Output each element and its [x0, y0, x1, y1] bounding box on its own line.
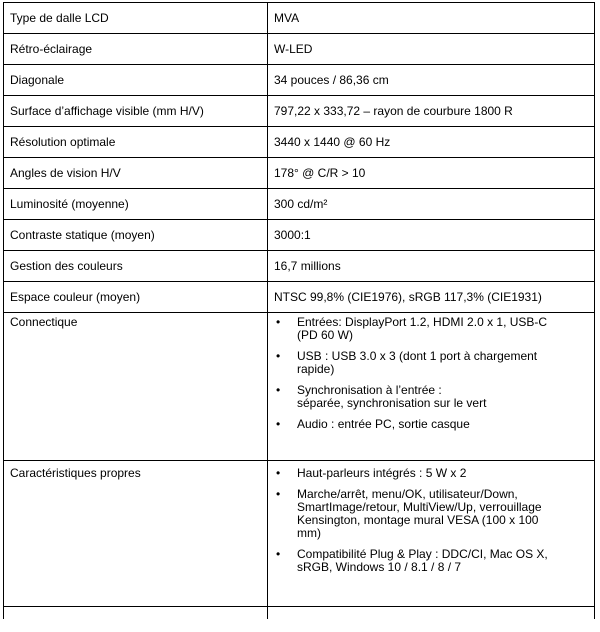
connectique-list: [274, 316, 588, 431]
table-row: [4, 127, 595, 158]
list-item-line: • Marche/arrêt, menu/OK, utilisateur/Down,: [297, 487, 518, 501]
table-row-connectique: [4, 313, 595, 461]
table-row: [4, 282, 595, 313]
table-row: [4, 96, 595, 127]
table-row: [4, 220, 595, 251]
list-item: [274, 418, 588, 431]
spec-label-empty: [4, 607, 268, 619]
list-item-line: • Haut-parleurs intégrés : 5 W x 2: [297, 466, 467, 480]
table-row: [4, 34, 595, 65]
caracteristiques-list: [274, 467, 588, 574]
list-item: [274, 467, 588, 480]
list-item-line: • Entrées: DisplayPort 1.2, HDMI 2.0 x 1, USB-C: [297, 315, 548, 329]
spec-value: MVA: [268, 3, 595, 34]
list-item-line: Kensington, montage mural VESA (100 x 100: [297, 513, 539, 527]
list-item: [274, 350, 588, 376]
list-item-line: séparée, synchronisation sur le vert: [297, 396, 487, 410]
spec-value: 178° @ C/R > 10: [268, 158, 595, 189]
list-item-line: mm): [297, 526, 321, 540]
spec-label: Espace couleur (moyen): [4, 282, 268, 313]
table-row-caracteristiques: [4, 461, 595, 607]
list-item-line: SmartImage/retour, MultiView/Up, verrouillage: [297, 500, 542, 514]
spec-value: 3440 x 1440 @ 60 Hz: [268, 127, 595, 158]
list-item-line: • USB : USB 3.0 x 3 (dont 1 port à chargement: [297, 349, 538, 363]
spec-label: Diagonale: [4, 65, 268, 96]
table-row-truncated: [4, 607, 595, 619]
list-item-line: rapide): [297, 362, 335, 376]
table-row: [4, 189, 595, 220]
list-item: [274, 384, 588, 410]
spec-label: Gestion des couleurs: [4, 251, 268, 282]
spec-value: 34 pouces / 86,36 cm: [268, 65, 595, 96]
spec-label: Résolution optimale: [4, 127, 268, 158]
spec-value-list: [268, 461, 595, 607]
spec-value: NTSC 99,8% (CIE1976), sRGB 117,3% (CIE1931): [268, 282, 595, 313]
table-row: [4, 158, 595, 189]
spec-value: W-LED: [268, 34, 595, 65]
spec-value: 300 cd/m²: [268, 189, 595, 220]
spec-label: Connectique: [4, 313, 268, 461]
spec-label: Caractéristiques propres: [4, 461, 268, 607]
spec-label: Luminosité (moyenne): [4, 189, 268, 220]
spec-value-list: [268, 313, 595, 461]
list-item-line: • Audio : entrée PC, sortie casque: [297, 417, 470, 431]
list-item-line: • Compatibilité Plug & Play : DDC/CI, Mac OS X,: [297, 547, 548, 561]
list-item-line: sRGB, Windows 10 / 8.1 / 8 / 7: [297, 560, 462, 574]
table-row: [4, 65, 595, 96]
spec-value: 797,22 x 333,72 – rayon de courbure 1800 R: [268, 96, 595, 127]
spec-value: 16,7 millions: [268, 251, 595, 282]
spec-value: 3000:1: [268, 220, 595, 251]
table-row: [4, 251, 595, 282]
list-item: [274, 548, 588, 574]
list-item: [274, 488, 588, 540]
spec-table: [3, 2, 595, 619]
spec-value-empty: [268, 607, 595, 619]
table-row: [4, 3, 595, 34]
spec-label: Type de dalle LCD: [4, 3, 268, 34]
list-item: [274, 316, 588, 342]
spec-label: Angles de vision H/V: [4, 158, 268, 189]
list-item-line: (PD 60 W): [297, 328, 354, 342]
spec-label: Surface d’affichage visible (mm H/V): [4, 96, 268, 127]
spec-label: Rétro-éclairage: [4, 34, 268, 65]
spec-label: Contraste statique (moyen): [4, 220, 268, 251]
list-item-line: • Synchronisation à l’entrée :: [297, 383, 442, 397]
